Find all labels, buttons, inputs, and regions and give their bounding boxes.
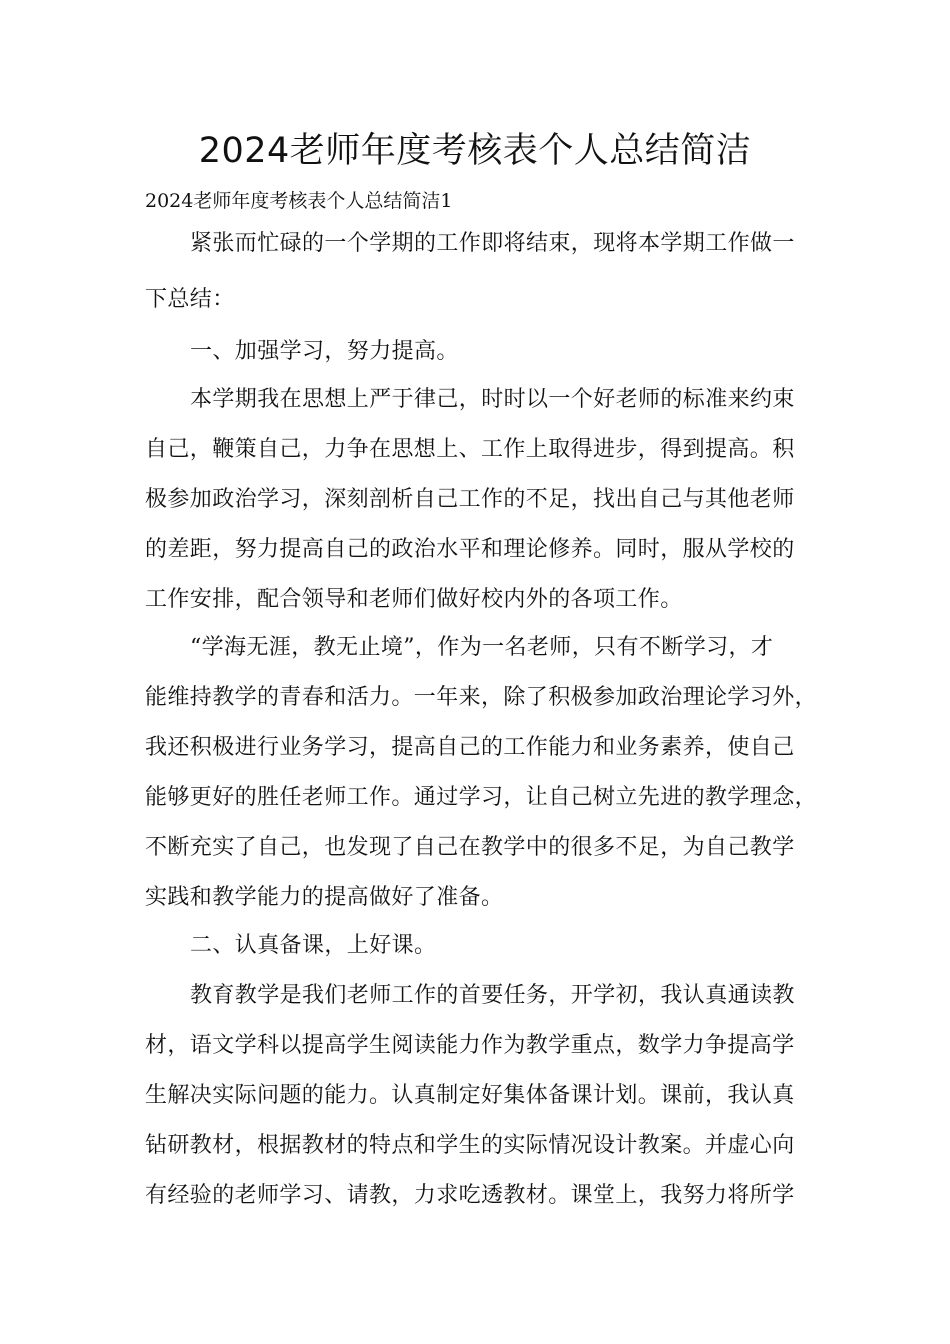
paragraph-line: “学海无涯，教无止境”，作为一名老师，只有不断学习，才 [190,635,774,660]
paragraph-line: 材，语文学科以提高学生阅读能力作为教学重点，数学力争提高学 [145,1033,795,1058]
paragraph-line: 不断充实了自己，也发现了自己在教学中的很多不足，为自己教学 [145,835,795,860]
paragraph-line: 的差距，努力提高自己的政治水平和理论修养。同时，服从学校的 [145,537,795,562]
paragraph-line: 生解决实际问题的能力。认真制定好集体备课计划。课前，我认真 [145,1083,795,1108]
paragraph-line: 工作安排，配合领导和老师们做好校内外的各项工作。 [145,587,683,612]
paragraph-line: 教育教学是我们老师工作的首要任务，开学初，我认真通读教 [190,983,795,1008]
paragraph-line: 有经验的老师学习、请教，力求吃透教材。课堂上，我努力将所学 [145,1183,795,1208]
paragraph-line: 钻研教材，根据教材的特点和学生的实际情况设计教案。并虚心向 [145,1133,795,1158]
paragraph-line: 能维持教学的青春和活力。一年来，除了积极参加政治理论学习外， [145,685,818,710]
paragraph-line: 实践和教学能力的提高做好了准备。 [145,885,504,910]
paragraph-line: 极参加政治学习，深刻剖析自己工作的不足，找出自己与其他老师 [145,487,795,512]
section-heading: 二、认真备课，上好课。 [190,933,437,958]
paragraph-line: 我还积极进行业务学习，提高自己的工作能力和业务素养，使自己 [145,735,795,760]
document-title: 2024老师年度考核表个人总结简洁 [198,131,752,171]
paragraph-line: 自己，鞭策自己，力争在思想上、工作上取得进步，得到提高。积 [145,437,795,462]
section-heading: 一、加强学习，努力提高。 [190,339,459,364]
document-subtitle: 2024老师年度考核表个人总结简洁1 [145,190,453,212]
paragraph-line: 下总结： [145,287,235,312]
paragraph-line: 能够更好的胜任老师工作。通过学习，让自己树立先进的教学理念， [145,785,818,810]
paragraph-line: 本学期我在思想上严于律己，时时以一个好老师的标准来约束 [190,387,795,412]
paragraph-line: 紧张而忙碌的一个学期的工作即将结束，现将本学期工作做一 [190,231,795,256]
